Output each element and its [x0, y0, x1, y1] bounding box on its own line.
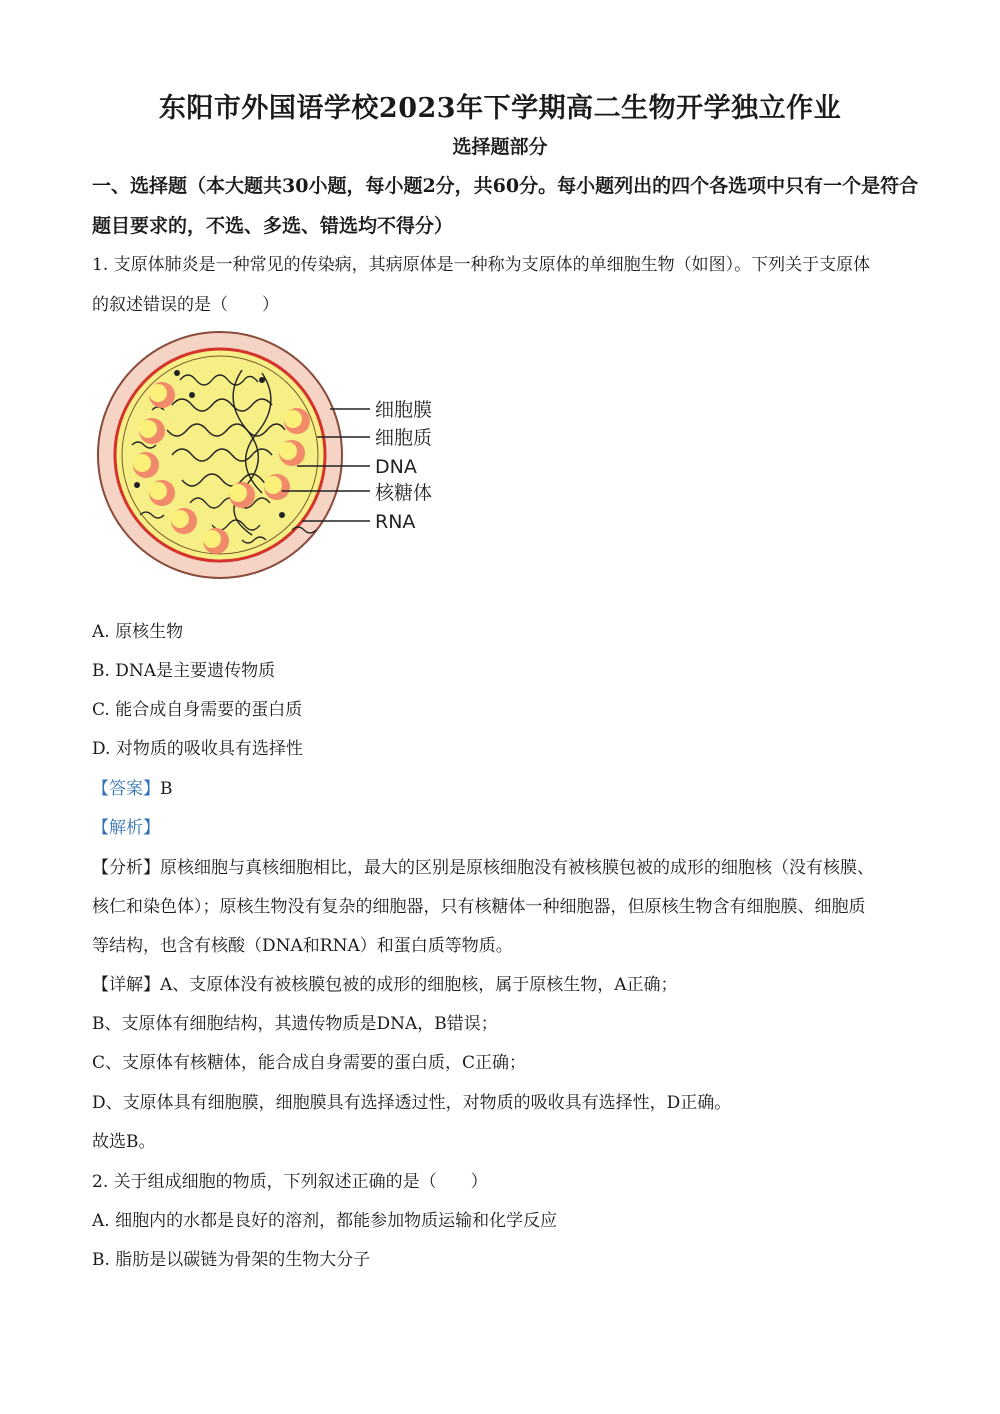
mycoplasma-diagram	[92, 325, 452, 590]
label-membrane: 细胞膜	[375, 399, 433, 421]
analysis-line-3: 等结构，也含有核酸（DNA和RNA）和蛋白质等物质。	[92, 936, 513, 956]
page-title: 东阳市外国语学校2023年下学期高二生物开学独立作业	[158, 93, 842, 124]
q2-option-a: A. 细胞内的水都是良好的溶剂，都能参加物质运输和化学反应	[92, 1211, 558, 1231]
q1-option-c: C. 能合成自身需要的蛋白质	[92, 700, 303, 720]
cell-figure-svg	[92, 325, 452, 590]
detail-line-1: 【详解】A、支原体没有被核膜包被的成形的细胞核，属于原核生物，A正确；	[92, 975, 678, 995]
section-subtitle: 选择题部分	[452, 136, 548, 158]
section-heading: 一、选择题（本大题共30小题，每小题2分，共60分。每小题列出的四个各选项中只有一个是符合题目要求的，不选、多选、错选均不得分）	[92, 175, 919, 237]
analysis-line-2: 核仁和染色体）；原核生物没有复杂的细胞器，只有核糖体一种细胞器，但原核生物含有细胞膜、细胞质	[92, 897, 866, 917]
detail-conclusion: 故选B。	[92, 1132, 156, 1152]
q1-option-d: D. 对物质的吸收具有选择性	[92, 739, 303, 759]
label-ribosome: 核糖体	[375, 482, 433, 504]
detail-line-2: B、支原体有细胞结构，其遗传物质是DNA，B错误；	[92, 1014, 498, 1034]
q1-answer	[92, 774, 173, 799]
label-rna: RNA	[375, 511, 416, 533]
q1-option-a: A. 原核生物	[92, 622, 184, 642]
q2-option-b: B. 脂肪是以碳链为骨架的生物大分子	[92, 1250, 371, 1270]
answer-value: B	[160, 779, 173, 799]
analysis-line-1: 【分析】原核细胞与真核细胞相比，最大的区别是原核细胞没有被核膜包被的成形的细胞核（没有核膜、	[92, 858, 874, 878]
q1-stem-line2: 的叙述错误的是（ ）	[92, 295, 279, 315]
q1-option-b: B. DNA是主要遗传物质	[92, 661, 276, 681]
detail-line-3: C、支原体有核糖体，能合成自身需要的蛋白质，C正确；	[92, 1053, 527, 1073]
q2-stem: 2. 关于组成细胞的物质，下列叙述正确的是（ ）	[92, 1172, 488, 1192]
detail-line-4: D、支原体具有细胞膜，细胞膜具有选择透过性，对物质的吸收具有选择性，D正确。	[92, 1093, 732, 1113]
answer-tag: 【答案】	[92, 779, 160, 799]
q1-stem-line1: 1. 支原体肺炎是一种常见的传染病，其病原体是一种称为支原体的单细胞生物（如图）。下列关于支原体	[92, 255, 871, 275]
label-cytoplasm: 细胞质	[375, 427, 433, 449]
analysis-tag: 【解析】	[92, 818, 160, 838]
label-dna: DNA	[375, 456, 417, 478]
